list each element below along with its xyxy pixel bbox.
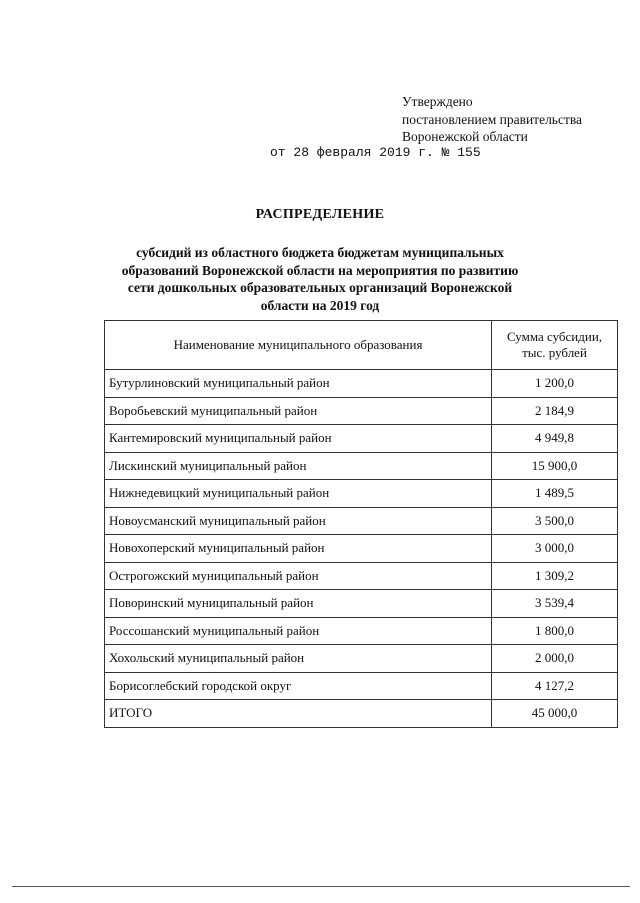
subsidy-amount: 15 900,0 <box>492 452 618 480</box>
municipality-name: Воробьевский муниципальный район <box>105 397 492 425</box>
total-label: ИТОГО <box>105 700 492 728</box>
municipality-name: Кантемировский муниципальный район <box>105 425 492 453</box>
subsidy-amount: 4 949,8 <box>492 425 618 453</box>
column-header-name: Наименование муниципального образования <box>105 321 492 370</box>
municipality-name: Россошанский муниципальный район <box>105 617 492 645</box>
municipality-name: Поворинский муниципальный район <box>105 590 492 618</box>
municipality-name: Нижнедевицкий муниципальный район <box>105 480 492 508</box>
municipality-name: Хохольский муниципальный район <box>105 645 492 673</box>
subsidy-amount: 1 489,5 <box>492 480 618 508</box>
subsidy-amount: 1 200,0 <box>492 370 618 398</box>
table-row <box>105 590 618 618</box>
approval-line: Утверждено <box>402 94 473 109</box>
document-subtitle: субсидий из областного бюджета бюджетам муниципальных образований Воронежской области на мероприятия по развитию сети дошкольных образовательных организаций Воронежской области на 2019 год <box>121 245 519 313</box>
table-row <box>105 672 618 700</box>
subsidy-amount: 4 127,2 <box>492 672 618 700</box>
municipality-name: Острогожский муниципальный район <box>105 562 492 590</box>
total-row <box>105 700 618 728</box>
document-title: РАСПРЕДЕЛЕНИЕ <box>255 207 385 222</box>
page-bottom-rule <box>12 886 630 887</box>
municipality-name: Новоусманский муниципальный район <box>105 507 492 535</box>
approval-line: Воронежской области <box>402 129 528 144</box>
table-row <box>105 617 618 645</box>
subsidy-amount: 2 184,9 <box>492 397 618 425</box>
table-body <box>105 370 618 728</box>
table-row <box>105 507 618 535</box>
subsidy-amount: 1 800,0 <box>492 617 618 645</box>
approval-block <box>402 93 582 146</box>
table-row <box>105 425 618 453</box>
decree-reference: от 28 февраля 2019 г. № 155 <box>270 145 481 160</box>
total-amount: 45 000,0 <box>492 700 618 728</box>
table-row <box>105 645 618 673</box>
table-row <box>105 452 618 480</box>
table-row <box>105 397 618 425</box>
subsidy-amount: 2 000,0 <box>492 645 618 673</box>
municipality-name: Лискинский муниципальный район <box>105 452 492 480</box>
table-row <box>105 562 618 590</box>
subsidy-amount: 3 539,4 <box>492 590 618 618</box>
approval-line: постановлением правительства <box>402 111 583 127</box>
subsidy-amount: 1 309,2 <box>492 562 618 590</box>
subsidy-amount: 3 000,0 <box>492 535 618 563</box>
column-header-amount: Сумма субсидии, тыс. рублей <box>492 321 618 370</box>
distribution-table <box>104 320 618 728</box>
table-header-row <box>105 321 618 370</box>
municipality-name: Борисоглебский городской округ <box>105 672 492 700</box>
municipality-name: Бутурлиновский муниципальный район <box>105 370 492 398</box>
table-row <box>105 535 618 563</box>
subsidy-amount: 3 500,0 <box>492 507 618 535</box>
table-row <box>105 370 618 398</box>
table-row <box>105 480 618 508</box>
municipality-name: Новохоперский муниципальный район <box>105 535 492 563</box>
